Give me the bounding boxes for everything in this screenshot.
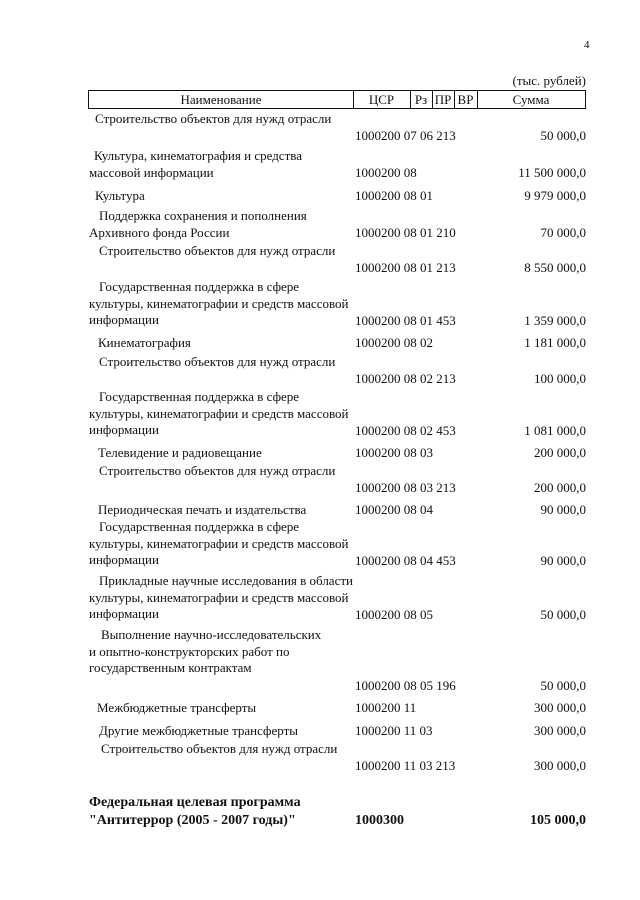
row-code: 1000200 08 03 xyxy=(355,445,433,460)
row-sum: 11 500 000,0 xyxy=(518,165,586,180)
page-number: 4 xyxy=(584,39,590,51)
row-code: 1000200 11 03 213 xyxy=(355,758,456,773)
row-name: Государственная поддержка в сфере культуры, кинематографии и средств массовой информации xyxy=(89,279,349,327)
program-code: 1000300 xyxy=(355,813,404,828)
header-sum: Сумма xyxy=(512,92,550,107)
program-sum: 105 000,0 xyxy=(530,813,586,828)
row-code: 1000200 07 06 213 xyxy=(355,128,456,143)
row-name: Строительство объектов для нужд отрасли xyxy=(95,111,332,126)
row-code: 1000200 08 01 213 xyxy=(355,260,456,275)
row-name: Строительство объектов для нужд отрасли xyxy=(99,243,336,258)
row-code: 1000200 08 04 xyxy=(355,502,433,517)
row-sum: 1 359 000,0 xyxy=(524,313,586,328)
row-code: 1000200 08 03 213 xyxy=(355,480,456,495)
header-csr: ЦСР xyxy=(353,91,411,108)
row-name: Культура xyxy=(95,188,145,203)
row-code: 1000200 11 xyxy=(355,700,417,715)
row-sum: 100 000,0 xyxy=(534,371,586,386)
row-sum: 200 000,0 xyxy=(534,445,586,460)
row-name: Телевидение и радиовещание xyxy=(98,445,262,460)
row-name: Строительство объектов для нужд отрасли xyxy=(99,354,336,369)
row-name: Прикладные научные исследования в области культуры, кинематографии и средств массовой информации xyxy=(89,573,353,621)
row-sum: 90 000,0 xyxy=(540,553,586,568)
row-name: Другие межбюджетные трансферты xyxy=(99,723,298,738)
row-sum: 1 181 000,0 xyxy=(524,335,586,350)
row-sum: 50 000,0 xyxy=(540,128,586,143)
row-code: 1000200 08 05 xyxy=(355,607,433,622)
row-name: Культура, кинематография и средства массовой информации xyxy=(89,148,302,180)
row-code: 1000200 08 01 xyxy=(355,188,433,203)
row-code: 1000200 08 04 453 xyxy=(355,553,456,568)
row-name: Периодическая печать и издательства xyxy=(98,502,307,517)
row-name: Выполнение научно-исследовательских и опытно-конструкторских работ по государственным контрактам xyxy=(89,627,322,675)
row-name: Строительство объектов для нужд отрасли xyxy=(101,741,338,756)
row-name: Межбюджетные трансферты xyxy=(97,700,257,715)
row-name: Поддержка сохранения и пополнения Архивного фонда России xyxy=(89,208,307,240)
header-rz: Рз xyxy=(410,91,433,108)
program-name: Федеральная целевая программа "Антитеррор (2005 - 2007 годы)" xyxy=(89,795,301,828)
header-name: Наименование xyxy=(89,91,354,108)
row-code: 1000200 08 05 196 xyxy=(355,678,456,693)
row-sum: 1 081 000,0 xyxy=(524,423,586,438)
row-sum: 70 000,0 xyxy=(540,225,586,240)
row-code: 1000200 08 02 453 xyxy=(355,423,456,438)
row-sum: 8 550 000,0 xyxy=(524,260,586,275)
row-sum: 200 000,0 xyxy=(534,480,586,495)
row-sum: 50 000,0 xyxy=(540,607,586,622)
row-sum: 9 979 000,0 xyxy=(524,188,586,203)
row-sum: 90 000,0 xyxy=(540,502,586,517)
header-pr: ПР xyxy=(432,91,455,108)
row-code: 1000200 08 02 213 xyxy=(355,371,456,386)
row-code: 1000200 08 01 453 xyxy=(355,313,456,328)
row-code: 1000200 08 02 xyxy=(355,335,433,350)
row-sum: 300 000,0 xyxy=(534,758,586,773)
table-header xyxy=(88,90,586,109)
row-name: Кинематография xyxy=(98,335,191,350)
row-sum: 300 000,0 xyxy=(534,700,586,715)
row-sum: 300 000,0 xyxy=(534,723,586,738)
row-code: 1000200 11 03 xyxy=(355,723,433,738)
row-code: 1000200 08 xyxy=(355,165,417,180)
row-sum: 50 000,0 xyxy=(540,678,586,693)
row-code: 1000200 08 01 210 xyxy=(355,225,456,240)
units-label: (тыс. рублей) xyxy=(512,73,586,88)
row-name: Строительство объектов для нужд отрасли xyxy=(99,463,336,478)
row-name: Государственная поддержка в сфере культуры, кинематографии и средств массовой информации xyxy=(89,389,349,437)
row-name: Государственная поддержка в сфере культуры, кинематографии и средств массовой информации xyxy=(89,519,349,567)
header-vr: ВР xyxy=(454,91,478,108)
